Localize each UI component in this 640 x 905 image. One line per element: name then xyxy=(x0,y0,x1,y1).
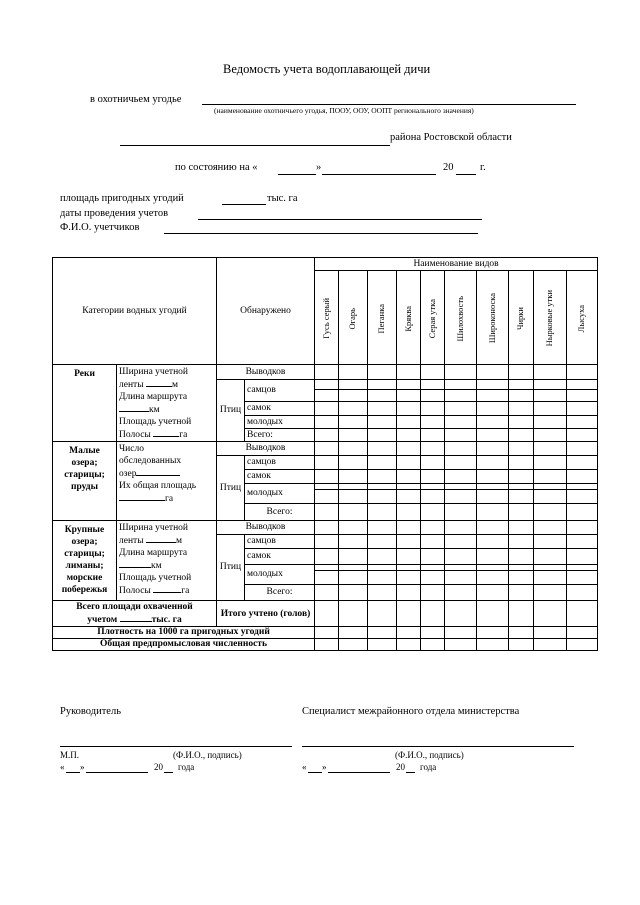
head-date-year-line[interactable] xyxy=(164,772,173,773)
category-rivers: Реки xyxy=(53,365,117,442)
species-header: Серая утка xyxy=(426,298,437,339)
cell[interactable] xyxy=(368,402,397,416)
category-big-lakes: Крупные озера; старицы; лиманы; морские побережья xyxy=(53,521,117,601)
cell[interactable] xyxy=(567,490,598,504)
cell[interactable] xyxy=(315,504,339,521)
cell[interactable] xyxy=(477,504,509,521)
cell[interactable] xyxy=(421,429,445,442)
hunting-ground-line[interactable] xyxy=(202,104,576,105)
as-of-month-line[interactable] xyxy=(322,174,436,175)
cell[interactable] xyxy=(315,442,339,456)
cell[interactable] xyxy=(397,402,421,416)
cell[interactable] xyxy=(477,402,509,416)
rivers-description: Ширина учетной ленты м Длина маршрута км Площадь учетной Полосы га xyxy=(117,365,217,442)
cell[interactable] xyxy=(339,571,368,585)
cell[interactable] xyxy=(397,535,421,549)
cell[interactable] xyxy=(421,627,445,639)
cell[interactable] xyxy=(477,638,509,650)
cell[interactable] xyxy=(509,456,534,470)
cell[interactable] xyxy=(339,402,368,416)
cell[interactable] xyxy=(509,470,534,484)
cell[interactable] xyxy=(445,549,477,565)
category-lakes: Малые озера; старицы; пруды xyxy=(53,442,117,521)
cell[interactable] xyxy=(534,535,567,549)
cell[interactable] xyxy=(368,571,397,585)
hunting-ground-label: в охотничьем угодье xyxy=(90,94,182,105)
cell[interactable] xyxy=(477,571,509,585)
header-species: Наименование видов xyxy=(315,258,598,271)
cell[interactable] xyxy=(368,470,397,484)
cell[interactable] xyxy=(445,416,477,429)
cell[interactable] xyxy=(477,601,509,627)
cell[interactable] xyxy=(368,504,397,521)
cell[interactable] xyxy=(421,470,445,484)
cell[interactable] xyxy=(339,380,368,390)
cell[interactable] xyxy=(368,585,397,601)
cell[interactable] xyxy=(509,571,534,585)
lakes-total: Всего: xyxy=(245,504,315,521)
cell[interactable] xyxy=(421,601,445,627)
cell[interactable] xyxy=(397,390,421,402)
cell[interactable] xyxy=(368,638,397,650)
species-header: Лысуха xyxy=(576,304,587,333)
cell[interactable] xyxy=(509,402,534,416)
dates-line[interactable] xyxy=(198,219,482,220)
cell[interactable] xyxy=(445,365,477,380)
cell[interactable] xyxy=(509,504,534,521)
cell[interactable] xyxy=(368,521,397,535)
cell[interactable] xyxy=(477,549,509,565)
as-of-prefix: по состоянию на « xyxy=(175,162,258,173)
cell[interactable] xyxy=(534,380,567,390)
area-line[interactable] xyxy=(222,204,266,205)
cell[interactable] xyxy=(339,521,368,535)
cell[interactable] xyxy=(567,549,598,565)
cell[interactable] xyxy=(445,535,477,549)
cell[interactable] xyxy=(397,571,421,585)
cell[interactable] xyxy=(368,490,397,504)
cell[interactable] xyxy=(315,390,339,402)
cell[interactable] xyxy=(567,521,598,535)
cell[interactable] xyxy=(509,380,534,390)
lakes-description: Число обследованных озер Их общая площадь га xyxy=(117,442,217,521)
specialist-fio-hint: (Ф.И.О., подпись) xyxy=(395,750,464,760)
cell[interactable] xyxy=(397,456,421,470)
head-signature-line[interactable] xyxy=(60,746,292,747)
cell[interactable] xyxy=(368,380,397,390)
cell[interactable] xyxy=(421,416,445,429)
cell[interactable] xyxy=(397,601,421,627)
cell[interactable] xyxy=(445,585,477,601)
cell[interactable] xyxy=(567,402,598,416)
cell[interactable] xyxy=(445,442,477,456)
species-header: Чирки xyxy=(515,306,526,330)
header-category: Категории водных угодий xyxy=(53,258,217,365)
cell[interactable] xyxy=(445,521,477,535)
as-of-suffix: г. xyxy=(480,162,486,173)
cell[interactable] xyxy=(567,535,598,549)
total-area-cell: Всего площади охваченной учетом тыс. га xyxy=(53,601,217,627)
cell[interactable] xyxy=(567,504,598,521)
cell[interactable] xyxy=(397,585,421,601)
hunting-ground-hint: (наименование охотничьего угодья, ПООУ, ООУ, ООПТ регионального значения) xyxy=(214,106,474,115)
cell[interactable] xyxy=(421,490,445,504)
cell[interactable] xyxy=(509,521,534,535)
cell[interactable] xyxy=(567,416,598,429)
cell[interactable] xyxy=(421,365,445,380)
cell[interactable] xyxy=(339,416,368,429)
cell[interactable] xyxy=(445,390,477,402)
cell[interactable] xyxy=(445,638,477,650)
head-date-open: « xyxy=(60,762,65,772)
density-row-label: Плотность на 1000 га пригодных угодий xyxy=(53,627,315,639)
rivers-broods: Выводков xyxy=(217,365,315,380)
cell[interactable] xyxy=(315,638,339,650)
cell[interactable] xyxy=(397,627,421,639)
cell[interactable] xyxy=(445,504,477,521)
cell[interactable] xyxy=(315,365,339,380)
cell[interactable] xyxy=(421,456,445,470)
lakes-broods: Выводков xyxy=(217,442,315,456)
cell[interactable] xyxy=(534,402,567,416)
cell[interactable] xyxy=(368,390,397,402)
cell[interactable] xyxy=(567,601,598,627)
lakes-males: самцов xyxy=(245,456,315,470)
as-of-year: 20 xyxy=(443,162,454,173)
cell[interactable] xyxy=(477,627,509,639)
cell[interactable] xyxy=(421,442,445,456)
cell[interactable] xyxy=(421,571,445,585)
cell[interactable] xyxy=(477,390,509,402)
dates-label: даты проведения учетов xyxy=(60,208,169,219)
cell[interactable] xyxy=(315,416,339,429)
cell[interactable] xyxy=(397,490,421,504)
big-lakes-females: самок xyxy=(245,549,315,565)
cell[interactable] xyxy=(315,456,339,470)
cell[interactable] xyxy=(315,470,339,484)
cell[interactable] xyxy=(368,365,397,380)
cell[interactable] xyxy=(397,504,421,521)
head-date-day-line[interactable] xyxy=(66,772,80,773)
cell[interactable] xyxy=(339,549,368,565)
cell[interactable] xyxy=(315,521,339,535)
cell[interactable] xyxy=(368,416,397,429)
cell[interactable] xyxy=(567,585,598,601)
cell[interactable] xyxy=(339,390,368,402)
cell[interactable] xyxy=(421,549,445,565)
cell[interactable] xyxy=(534,638,567,650)
cell[interactable] xyxy=(339,429,368,442)
cell[interactable] xyxy=(339,442,368,456)
rivers-females: самок xyxy=(245,402,315,416)
cell[interactable] xyxy=(534,585,567,601)
population-row-label: Общая предпромысловая численность xyxy=(53,638,315,650)
cell[interactable] xyxy=(477,521,509,535)
cell[interactable] xyxy=(421,390,445,402)
cell[interactable] xyxy=(534,365,567,380)
rivers-males: самцов xyxy=(245,380,315,402)
cell[interactable] xyxy=(445,470,477,484)
cell[interactable] xyxy=(477,442,509,456)
cell[interactable] xyxy=(445,490,477,504)
cell[interactable] xyxy=(315,535,339,549)
cell[interactable] xyxy=(534,429,567,442)
cell[interactable] xyxy=(509,638,534,650)
cell[interactable] xyxy=(315,627,339,639)
cell[interactable] xyxy=(315,490,339,504)
head-date-month-line[interactable] xyxy=(86,772,148,773)
header-detected: Обнаружено xyxy=(217,258,315,365)
cell[interactable] xyxy=(339,601,368,627)
specialist-signature-line[interactable] xyxy=(302,746,574,747)
cell[interactable] xyxy=(477,365,509,380)
big-lakes-broods: Выводков xyxy=(217,521,315,535)
cell[interactable] xyxy=(397,416,421,429)
cell[interactable] xyxy=(315,549,339,565)
specialist-date-open: « xyxy=(302,762,307,772)
district-line[interactable] xyxy=(120,145,390,146)
cell[interactable] xyxy=(315,601,339,627)
cell[interactable] xyxy=(445,571,477,585)
big-lakes-total: Всего: xyxy=(245,585,315,601)
cell[interactable] xyxy=(534,490,567,504)
lakes-females: самок xyxy=(245,470,315,484)
cell[interactable] xyxy=(421,521,445,535)
cell[interactable] xyxy=(368,549,397,565)
cell[interactable] xyxy=(339,490,368,504)
big-lakes-males: самцов xyxy=(245,535,315,549)
cell[interactable] xyxy=(368,535,397,549)
cell[interactable] xyxy=(509,390,534,402)
cell[interactable] xyxy=(509,535,534,549)
cell[interactable] xyxy=(397,429,421,442)
cell[interactable] xyxy=(339,365,368,380)
cell[interactable] xyxy=(339,504,368,521)
specialist-date-month-line[interactable] xyxy=(328,772,390,773)
species-header: Пеганка xyxy=(376,303,387,334)
big-lakes-description: Ширина учетной ленты м Длина маршрута км Площадь учетной Полосы га xyxy=(117,521,217,601)
cell[interactable] xyxy=(421,535,445,549)
head-fio-hint: (Ф.И.О., подпись) xyxy=(173,750,242,760)
cell[interactable] xyxy=(509,585,534,601)
as-of-year-line[interactable] xyxy=(456,174,476,175)
head-label: Руководитель xyxy=(60,706,121,717)
cell[interactable] xyxy=(421,402,445,416)
cell[interactable] xyxy=(509,365,534,380)
cell[interactable] xyxy=(477,535,509,549)
cell[interactable] xyxy=(509,490,534,504)
cell[interactable] xyxy=(477,490,509,504)
cell[interactable] xyxy=(534,521,567,535)
cell[interactable] xyxy=(397,470,421,484)
cell[interactable] xyxy=(477,585,509,601)
cell[interactable] xyxy=(421,380,445,390)
cell[interactable] xyxy=(509,627,534,639)
district-suffix: района Ростовской области xyxy=(390,132,512,143)
big-lakes-birds: Птиц xyxy=(217,535,245,601)
cell[interactable] xyxy=(339,535,368,549)
specialist-label: Специалист межрайонного отдела министерства xyxy=(302,706,520,717)
cell[interactable] xyxy=(397,549,421,565)
cell[interactable] xyxy=(421,585,445,601)
specialist-date-year: 20 xyxy=(396,762,405,772)
cell[interactable] xyxy=(509,601,534,627)
cell[interactable] xyxy=(567,470,598,484)
cell[interactable] xyxy=(509,549,534,565)
cell[interactable] xyxy=(397,365,421,380)
area-unit: тыс. га xyxy=(267,193,298,204)
big-lakes-young: молодых xyxy=(245,565,315,585)
cell[interactable] xyxy=(477,416,509,429)
head-date-suffix: года xyxy=(178,762,195,772)
cell[interactable] xyxy=(397,442,421,456)
cell[interactable] xyxy=(445,627,477,639)
rivers-young: молодых xyxy=(245,416,315,429)
total-counted-cell: Итого учтено (голов) xyxy=(217,601,315,627)
cell[interactable] xyxy=(567,390,598,402)
cell[interactable] xyxy=(339,470,368,484)
cell[interactable] xyxy=(534,416,567,429)
as-of-day-line[interactable] xyxy=(278,174,316,175)
census-table xyxy=(52,257,598,651)
specialist-date-year-line[interactable] xyxy=(406,772,415,773)
cell[interactable] xyxy=(315,571,339,585)
cell[interactable] xyxy=(567,456,598,470)
species-header: Огарь xyxy=(347,307,358,330)
cell[interactable] xyxy=(339,627,368,639)
cell[interactable] xyxy=(397,638,421,650)
head-date-close: » xyxy=(80,762,85,772)
cell[interactable] xyxy=(509,416,534,429)
cell[interactable] xyxy=(339,456,368,470)
cell[interactable] xyxy=(397,380,421,390)
cell[interactable] xyxy=(421,504,445,521)
cell[interactable] xyxy=(567,638,598,650)
head-date-year: 20 xyxy=(154,762,163,772)
fio-label: Ф.И.О. учетчиков xyxy=(60,222,140,233)
cell[interactable] xyxy=(477,429,509,442)
cell[interactable] xyxy=(567,442,598,456)
cell[interactable] xyxy=(567,571,598,585)
cell[interactable] xyxy=(315,585,339,601)
as-of-mid: » xyxy=(316,162,322,173)
area-label: площадь пригодных угодий xyxy=(60,193,184,204)
cell[interactable] xyxy=(368,456,397,470)
cell[interactable] xyxy=(368,601,397,627)
species-header: Широконоска xyxy=(486,293,497,344)
cell[interactable] xyxy=(315,429,339,442)
cell[interactable] xyxy=(397,521,421,535)
cell[interactable] xyxy=(477,456,509,470)
cell[interactable] xyxy=(534,442,567,456)
cell[interactable] xyxy=(445,601,477,627)
specialist-date-close: » xyxy=(322,762,327,772)
cell[interactable] xyxy=(421,638,445,650)
cell[interactable] xyxy=(534,571,567,585)
cell[interactable] xyxy=(368,442,397,456)
species-header: Шилохвость xyxy=(454,295,465,342)
cell[interactable] xyxy=(477,380,509,390)
specialist-date-day-line[interactable] xyxy=(308,772,322,773)
lakes-young: молодых xyxy=(245,484,315,504)
cell[interactable] xyxy=(477,470,509,484)
cell[interactable] xyxy=(368,429,397,442)
cell[interactable] xyxy=(368,627,397,639)
stamp-label: М.П. xyxy=(60,750,80,760)
species-header: Гусь серый xyxy=(320,298,331,339)
cell[interactable] xyxy=(534,601,567,627)
rivers-total: Всего: xyxy=(245,429,315,442)
cell[interactable] xyxy=(567,627,598,639)
document-title: Ведомость учета водоплавающей дичи xyxy=(223,62,431,76)
specialist-date-suffix: года xyxy=(420,762,437,772)
cell[interactable] xyxy=(315,380,339,390)
fio-line[interactable] xyxy=(164,233,478,234)
cell[interactable] xyxy=(534,549,567,565)
cell[interactable] xyxy=(534,504,567,521)
species-header: Кряква xyxy=(402,305,413,332)
cell[interactable] xyxy=(567,429,598,442)
cell[interactable] xyxy=(534,470,567,484)
cell[interactable] xyxy=(339,638,368,650)
cell[interactable] xyxy=(315,402,339,416)
cell[interactable] xyxy=(339,585,368,601)
cell[interactable] xyxy=(534,456,567,470)
cell[interactable] xyxy=(445,380,477,390)
cell[interactable] xyxy=(445,456,477,470)
species-header: Нырковые утки xyxy=(544,290,555,347)
cell[interactable] xyxy=(445,402,477,416)
cell[interactable] xyxy=(509,429,534,442)
lakes-birds: Птиц xyxy=(217,456,245,521)
cell[interactable] xyxy=(567,365,598,380)
rivers-birds: Птиц xyxy=(217,380,245,442)
cell[interactable] xyxy=(509,442,534,456)
cell[interactable] xyxy=(567,380,598,390)
cell[interactable] xyxy=(445,429,477,442)
cell[interactable] xyxy=(534,390,567,402)
cell[interactable] xyxy=(534,627,567,639)
